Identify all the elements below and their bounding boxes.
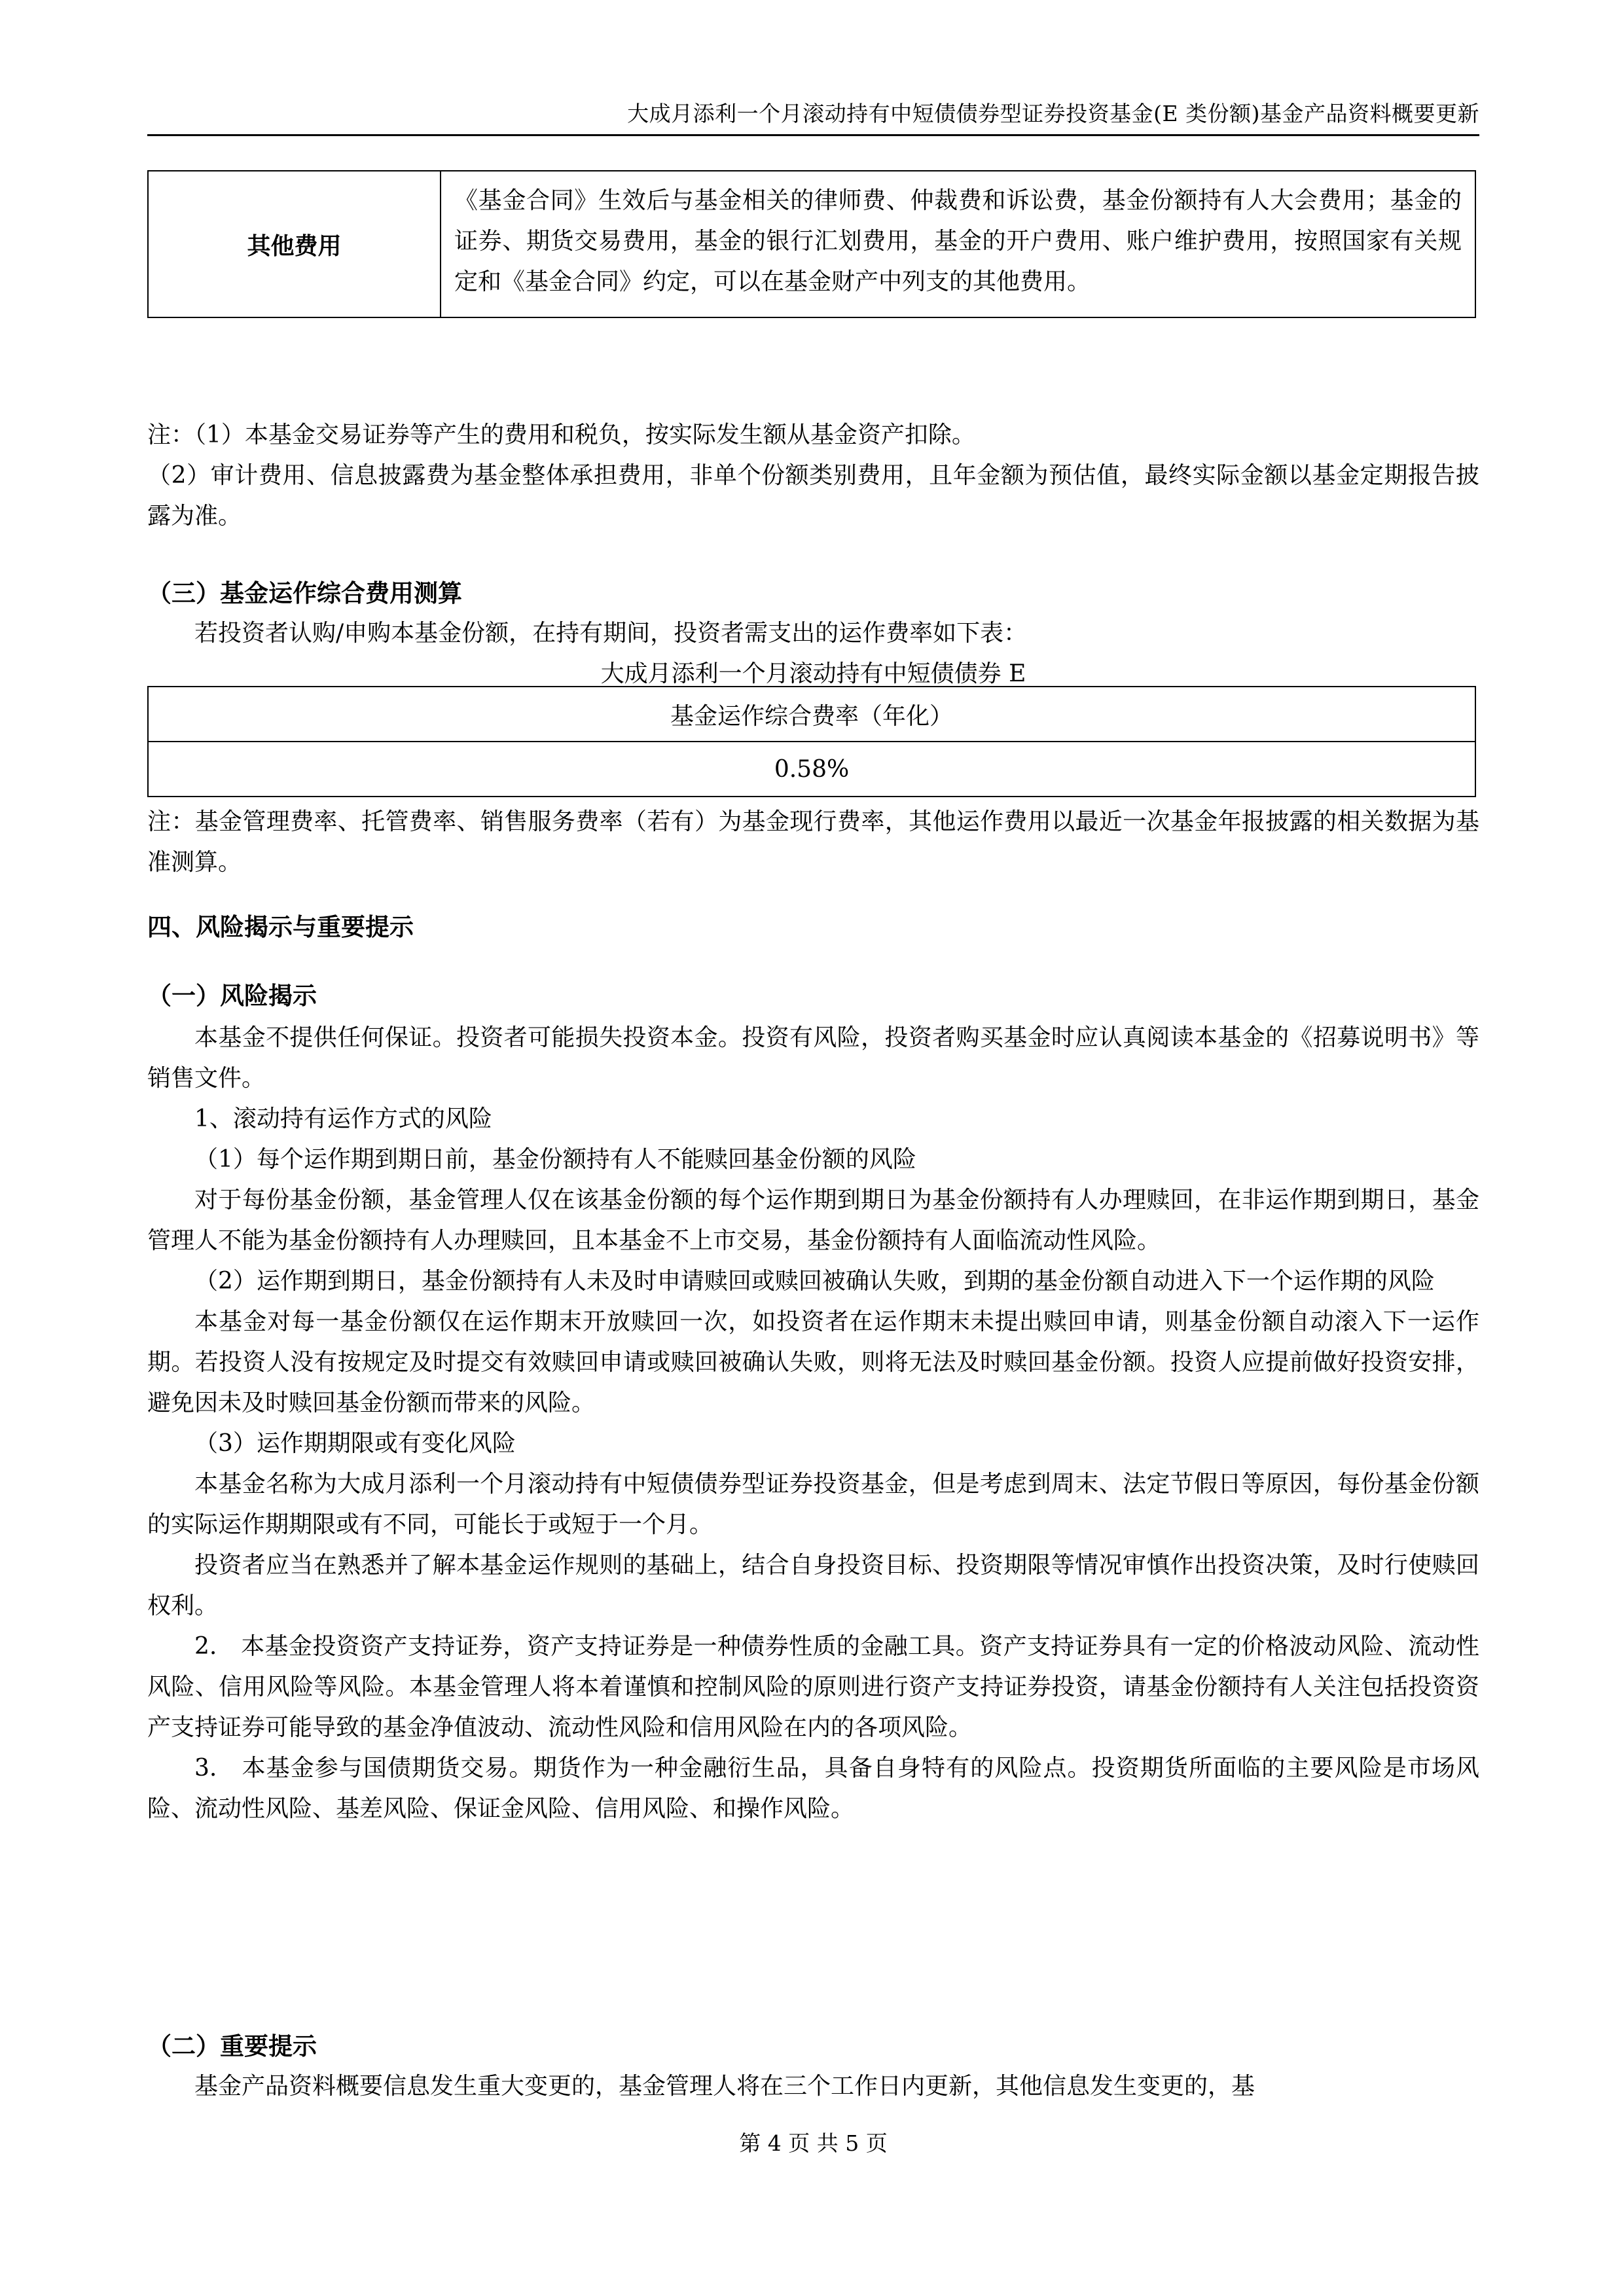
section-four-heading: 四、风险揭示与重要提示: [147, 912, 414, 941]
risk-item-1-1-title: （1）每个运作期到期日前，基金份额持有人不能赎回基金份额的风险: [194, 1146, 916, 1173]
important-notice-heading: （二）重要提示: [147, 2032, 317, 2060]
table-note-2: （2）审计费用、信息披露费为基金整体承担费用，非单个份额类别费用，且年金额为预估值，最终实际金额以基金定期报告披露为准。: [147, 462, 1479, 529]
risk-item-1-1-body: 对于每份基金份额，基金管理人仅在该基金份额的每个运作期到期日为基金份额持有人办理赎回，在非运作期到期日，基金管理人不能为基金份额持有人办理赎回，且本基金不上市交易，基金份额持有人面临流动性风险。: [147, 1187, 1479, 1254]
page-footer: [147, 2127, 1479, 2160]
risk-item-1-3-body: 本基金名称为大成月添利一个月滚动持有中短债债券型证券投资基金，但是考虑到周末、法定节假日等原因，每份基金份额的实际运作期期限或有不同，可能长于或短于一个月。: [147, 1471, 1479, 1538]
rate-table-caption: 大成月添利一个月滚动持有中短债债券 E: [600, 660, 1026, 687]
rate-note-block: [147, 802, 1479, 883]
table-row: [148, 171, 1475, 317]
risk-item-3: 3. 本基金参与国债期货交易。期货作为一种金融衍生品，具备自身特有的风险点。投资期货所面临的主要风险是市场风险、流动性风险、基差风险、保证金风险、信用风险、和操作风险。: [147, 1755, 1479, 1822]
page-number-label: 第 4 页 共 5 页: [739, 2130, 888, 2156]
other-fees-label: 其他费用: [247, 232, 342, 260]
table-notes-block: [147, 415, 1479, 537]
other-fees-body-cell: [441, 171, 1475, 317]
risk-item-1-3-title: （3）运作期期限或有变化风险: [194, 1430, 516, 1457]
table-note-1: 注：（1）本基金交易证券等产生的费用和税负，按实际发生额从基金资产扣除。: [147, 422, 975, 448]
section-three-block: [147, 573, 1479, 694]
risk-disclosure-body: [147, 1018, 1479, 1829]
other-fees-body-text: 《基金合同》生效后与基金相关的律师费、仲裁费和诉讼费，基金份额持有人大会费用；基金的证券、期货交易费用，基金的银行汇划费用，基金的开户费用、账户维护费用，按照国家有关规定和《基金合同》约定，可以在基金财产中列支的其他费用。: [454, 187, 1462, 295]
risk-item-1-3-body-2: 投资者应当在熟悉并了解本基金运作规则的基础上，结合自身投资目标、投资期限等情况审慎作出投资决策，及时行使赎回权利。: [147, 1552, 1479, 1619]
risk-item-1-2-title: （2）运作期到期日，基金份额持有人未及时申请赎回或赎回被确认失败，到期的基金份额自动进入下一个运作期的风险: [194, 1268, 1435, 1295]
rate-table-value-cell: 0.58%: [148, 742, 1475, 797]
header-divider-rule: [147, 134, 1479, 136]
other-fees-label-cell: [148, 171, 441, 317]
risk-item-2: 2. 本基金投资资产支持证券，资产支持证券是一种债券性质的金融工具。资产支持证券具有一定的价格波动风险、流动性风险、信用风险等风险。本基金管理人将本着谨慎和控制风险的原则进行资产支持证券投资，请基金份额持有人关注包括投资资产支持证券可能导致的基金净值波动、流动性风险和信用风险在内的各项风险。: [147, 1633, 1479, 1741]
other-fees-table: [147, 170, 1476, 318]
important-notice-paragraph: 基金产品资料概要信息发生重大变更的，基金管理人将在三个工作日内更新，其他信息发生变更的，基: [194, 2073, 1255, 2100]
section-four-block: [147, 906, 1479, 947]
risk-item-1-2-body: 本基金对每一基金份额仅在运作期末开放赎回一次，如投资者在运作期末未提出赎回申请，则基金份额自动滚入下一运作期。若投资人没有按规定及时提交有效赎回申请或赎回被确认失败，则将无法及时赎回基金份额。投资人应提前做好投资安排，避免因未及时赎回基金份额而带来的风险。: [147, 1308, 1479, 1416]
rate-note: 注：基金管理费率、托管费率、销售服务费率（若有）为基金现行费率，其他运作费用以最近一次基金年报披露的相关数据为基准测算。: [147, 808, 1479, 876]
rate-table-header-cell: 基金运作综合费率（年化）: [148, 687, 1475, 742]
risk-paragraph-intro: 本基金不提供任何保证。投资者可能损失投资本金。投资有风险，投资者购买基金时应认真阅读本基金的《招募说明书》等销售文件。: [147, 1024, 1479, 1092]
comprehensive-fee-rate-table: [147, 686, 1476, 797]
table-row: [148, 687, 1475, 742]
running-header: 大成月添利一个月滚动持有中短债债券型证券投资基金(E 类份额)基金产品资料概要更新: [627, 101, 1479, 126]
section-three-heading: （三）基金运作综合费用测算: [147, 579, 462, 607]
section-three-intro: 若投资者认购/申购本基金份额，在持有期间，投资者需支出的运作费率如下表：: [194, 620, 1028, 647]
risk-disclosure-heading: （一）风险揭示: [147, 981, 317, 1010]
section-four-b-block: [147, 2026, 1479, 2107]
risk-item-1-title: 1、滚动持有运作方式的风险: [194, 1105, 492, 1132]
table-row: [148, 742, 1475, 797]
section-four-a-heading-block: [147, 975, 1479, 1016]
